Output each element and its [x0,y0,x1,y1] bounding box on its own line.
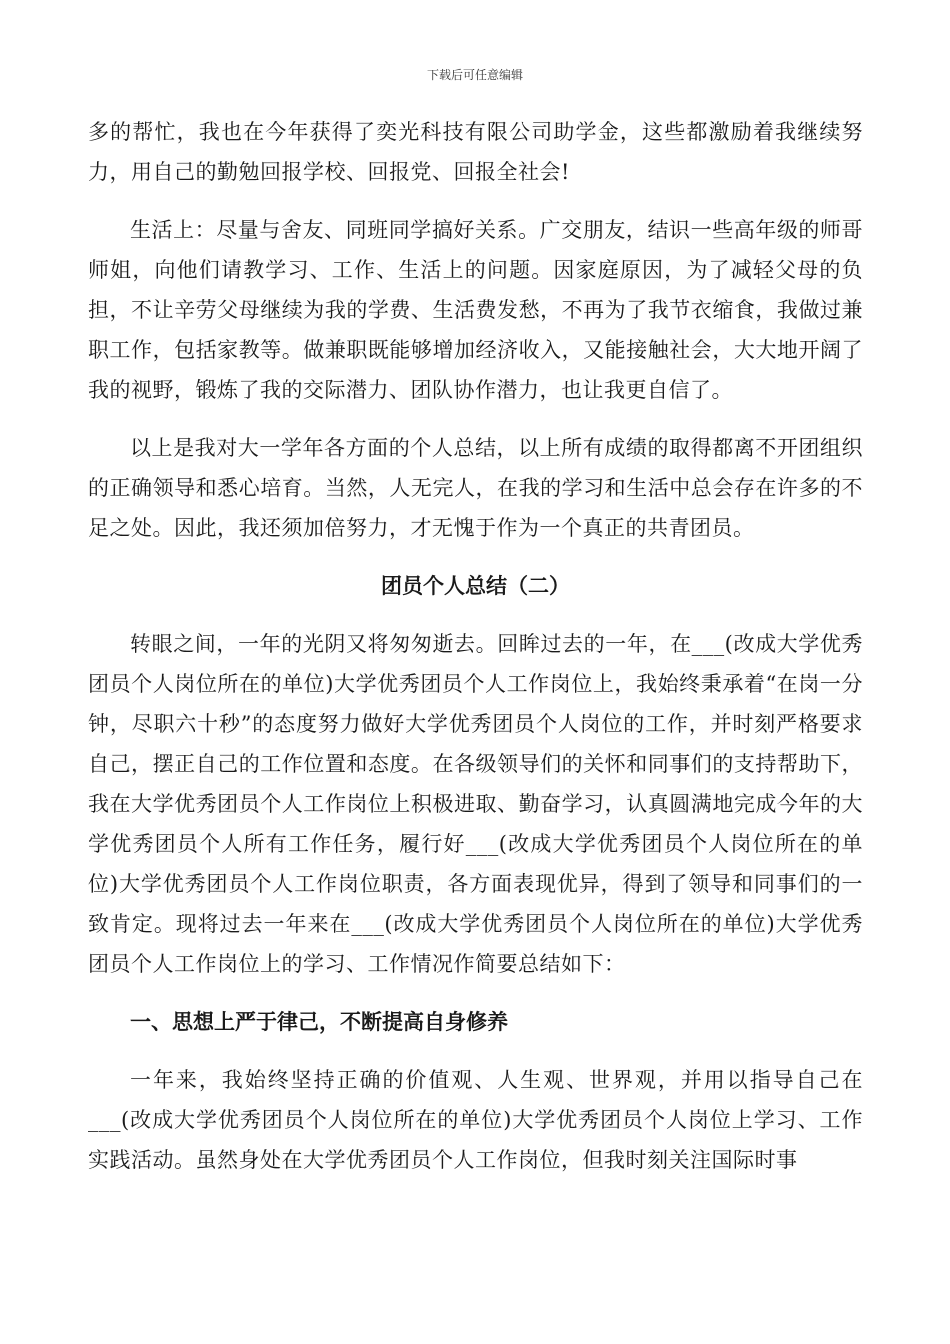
subsection-heading: 一、思想上严于律己，不断提高自身修养 [130,1010,508,1034]
paragraph-help-continued: 多的帮忙，我也在今年获得了奕光科技有限公司助学金，这些都激励着我继续努力，用自己的勤勉回报学校、回报党、回报全社会! [88,120,863,184]
paragraph-gap [88,410,863,428]
paragraph-intro: 转眼之间，一年的光阴又将匆匆逝去。回眸过去的一年，在___(改成大学优秀团员个人岗位所在的单位)大学优秀团员个人工作岗位上，我始终秉承着“在岗一分钟，尽职六十秒”的态度努力做好大学优秀团员个人岗位的工作，并时刻严格要求自己，摆正自己的工作位置和态度。在各级领导们的关怀和同事们的支持帮助下，我在大学优秀团员个人工作岗位上积极进取、勤奋学习，认真圆满地完成今年的大学优秀团员个人所有工作任务，履行好___(改成大学优秀团员个人岗位所在的单位)大学优秀团员个人工作岗位职责，各方面表现优异，得到了领导和同事们的一致肯定。现将过去一年来在___(改成大学优秀团员个人岗位所在的单位)大学优秀团员个人工作岗位上的学习、工作情况作简要总结如下： [88,632,863,976]
paragraph-life: 生活上：尽量与舍友、同班同学搞好关系。广交朋友，结识一些高年级的师哥师姐，向他们请教学习、工作、生活上的问题。因家庭原因，为了减轻父母的负担，不让辛劳父母继续为我的学费、生活费发愁，不再为了我节衣缩食，我做过兼职工作，包括家教等。做兼职既能够增加经济收入，又能接触社会，大大地开阔了我的视野，锻炼了我的交际潜力、团队协作潜力，也让我更自信了。 [88,218,863,402]
paragraph-thought: 一年来，我始终坚持正确的价值观、人生观、世界观，并用以指导自己在___(改成大学优秀团员个人岗位所在的单位)大学优秀团员个人岗位上学习、工作实践活动。虽然身处在大学优秀团员个人工作岗位，但我时刻关注国际时事 [88,1068,863,1172]
paragraph-gap [88,1042,863,1060]
page-header: 下载后可任意编辑 [426,68,523,82]
paragraph-gap [88,548,863,566]
paragraph-summary-conclusion: 以上是我对大一学年各方面的个人总结，以上所有成绩的取得都离不开团组织的正确领导和悉心培育。当然，人无完人，在我的学习和生活中总会存在许多的不足之处。因此，我还须加倍努力，才无愧于作为一个真正的共青团员。 [88,436,863,540]
document-body [88,112,863,1180]
paragraph-gap [88,984,863,1002]
paragraph-gap [88,192,863,210]
paragraph-gap [88,606,863,624]
section-title: 团员个人总结（二） [381,574,570,598]
